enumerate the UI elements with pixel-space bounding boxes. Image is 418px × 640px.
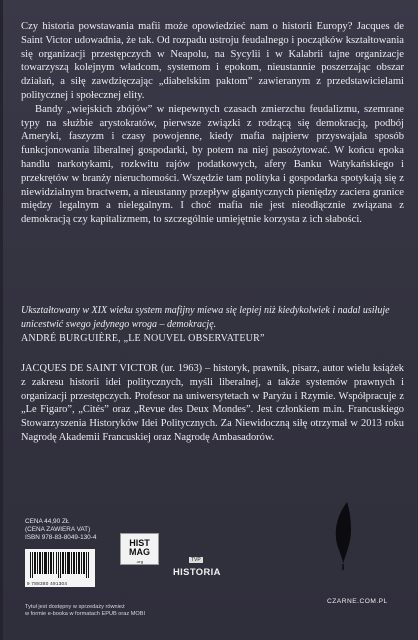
price-block — [25, 518, 96, 542]
ebook-note-line-1: Tytuł jest dostępny w sprzedaży również — [25, 604, 125, 610]
tvp-historia-logo — [173, 548, 221, 577]
author-bio — [21, 362, 404, 445]
author-bio-text: JACQUES DE SAINT VICTOR (ur. 1963) – historyk, prawnik, pisarz, autor wielu książek z zakresu historii idei politycznych, myśli liberalnej, a także systemów prawnych i organizacji przestępczych. Profesor na uniwersytetach w Paryżu i Rzymie. Współpracuje z „Le Figaro”, „Cités” oraz „Revue des Deux Mondes”. Jest członkiem m.in. Francuskiego Stowarzyszenia Historyków Idei Politycznych. Za Niewidoczną siłę otrzymał w 2013 roku Nagrodę Akademii Francuskiej oraz Nagrodę Ambasadorów. — [21, 363, 404, 443]
barcode — [25, 549, 95, 587]
press-quote — [21, 304, 404, 345]
blurb-paragraph-2: Bandy „wiejskich zbójów” w niepewnych czasach zmierzchu feudalizmu, szemrane typy na służbie arystokratów, pierwsze związki z rodzącą się demokracją, podbój Ameryki, faszyzm i czasy powojenne, kiedy mafia najpierw przyswajała sposób funkcjonowania liberalnej gospodarki, by potem na niej pasożytować. W końcu epoka handlu narkotykami, rozkwitu rajów podatkowych, afery Banku Watykańskiego i przekrętów w branży nieruchomości. Wszędzie tam polityka i gospodarka spotykają się z niewidzialnym bractwem, a nieustanny przepływ gigantycznych pieniędzy zaciera granice między legalnym a nielegalnym. I choć mafia nie jest nieodłącznie związana z demokracją czy kapitalizmem, to szczególnie umiejętnie korzysta z ich słabości. — [21, 103, 404, 226]
barcode-bars — [25, 549, 95, 580]
blurb-paragraph-1: Czy historia powstawania mafii może opowiedzieć nam o historii Europy? Jacques de Saint Victor udowadnia, że tak. Od rozpadu ustroju feudalnego i początków kształtowania się organizacji przestępczych w Neapolu, na Sycylii i w Kalabrii tajne organizacje towarzyszą kolejnym władcom, systemom i epokom, nieustannie poszerzając obszar działań, a siłę zawdzięczając „diabelskim paktom” zawieranym z przedstawicielami politycznej i społecznej elity. — [21, 21, 404, 101]
price-vat-note: (CENA ZAWIERA VAT) — [25, 526, 91, 533]
czarne-logo — [329, 500, 357, 575]
ebook-note — [25, 604, 145, 618]
quote-source: ANDRÉ BURGUIÈRE, „LE NOUVEL OBSERVATEUR” — [21, 332, 265, 344]
histmag-logo-line-2: MAG — [129, 547, 150, 557]
publisher-url: CZARNE.COM.PL — [327, 598, 388, 605]
czarne-feather-icon — [329, 500, 357, 570]
histmag-logo-line-3: .org — [136, 559, 143, 564]
isbn: ISBN 978-83-8049-130-4 — [25, 534, 97, 541]
histmag-logo — [120, 533, 159, 565]
historia-label: HISTORIA — [173, 566, 221, 577]
tvp-badge: TVP — [191, 557, 201, 563]
price: CENA 44,90 ZŁ — [25, 518, 70, 525]
quote-text: Ukształtowany w XIX wieku system mafijny miewa się lepiej niż kiedykolwiek i nadal usiłuje unicestwić swego jedynego wroga – demokrację. — [21, 305, 390, 330]
ebook-note-line-2: w formie e-booka w formatach EPUB oraz MOBI — [25, 611, 145, 617]
blurb — [21, 20, 404, 227]
barcode-number: 9 788380 491304 — [27, 581, 68, 586]
histmag-logo-line-1: HIST — [129, 538, 150, 548]
